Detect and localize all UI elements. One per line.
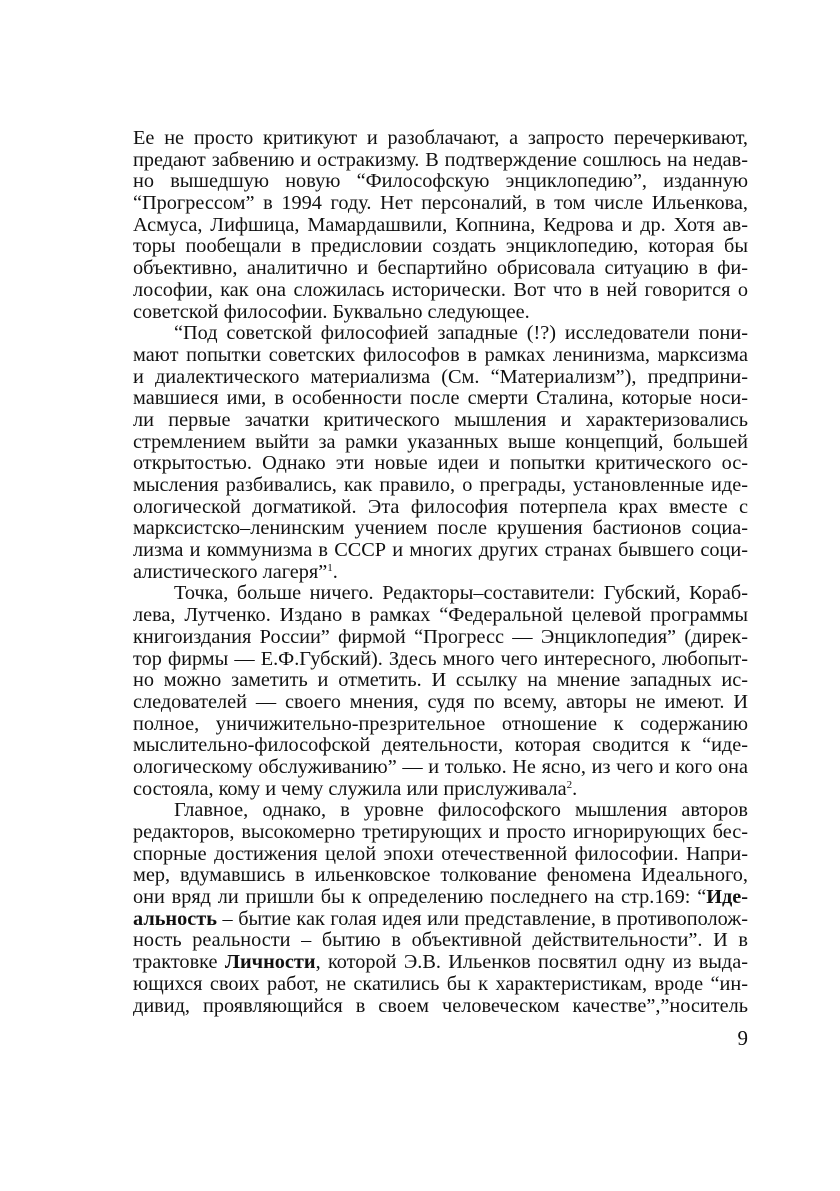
text-line: лева, Лутченко. Издано в рамках “Федеральной целевой программы [133,604,748,627]
bold-term: альность [133,907,217,930]
text-line: мают попытки советских философов в рамках ленинизма, марксизма [133,343,748,366]
text-line: торы пообещали в предисловии создать энциклопедию, которая бы [133,235,748,258]
text-line: Главное, однако, в уровне философского мышления авторов [174,799,748,822]
text-line: и диалектического материализма (См. “Материализм”), предприни- [133,365,748,388]
text-line: ологической догматикой. Эта философия потерпела крах вместе с [133,495,748,518]
line-text: алистического лагеря” [133,560,328,583]
text-line: лософии, как она сложилась исторически. Вот что в ней говорится о [133,278,748,301]
text-line [133,952,748,974]
line-text: – бытие как голая идея или представление, в противополож- [216,907,748,930]
text-line: лизма и коммунизма в СССР и многих других странах бывшего соци- [133,539,748,562]
text-line: Точка, больше ничего. Редакторы–составители: Губский, Кораб- [174,582,748,605]
body-text [133,128,748,1017]
footnote-mark: 2 [566,778,573,791]
text-line: предают забвению и остракизму. В подтверждение сошлюсь на недав- [133,148,748,171]
text-line: но можно заметить и отметить. И ссылку на мнение западных ис- [133,669,748,692]
line-tail: . [332,560,338,583]
text-line [133,887,748,909]
text-line: объективно, аналитично и беспартийно обрисовала ситуацию в фи- [133,257,748,280]
footnote-mark: 1 [327,561,333,574]
text-line: мер, вдумавшись в ильенковское толкование феномена Идеального, [133,864,748,887]
text-line: Асмуса, Лифшица, Мамардашвили, Копнина, Кедрова и др. Хотя ав- [133,213,748,236]
text-line: “Под советской философией западные (!?) исследователи пони- [174,322,748,345]
line-text: они вряд ли пришли бы к определению последнего на стр.169: “ [133,886,707,909]
text-line: тор фирмы — Е.Ф.Губский). Здесь много чего интересного, любопыт- [133,647,748,670]
text-line: марксистско–ленинским учением после крушения бастионов социа- [133,517,748,540]
text-line: открытостью. Однако эти новые идеи и попытки критического ос- [133,452,748,475]
line-tail: . [572,777,578,800]
text-line: полное, уничижительно-презрительное отношение к содержанию [133,712,748,735]
text-line: следователей — своего мнения, судя по всему, авторы не имеют. И [133,690,748,713]
text-line: стремлением выйти за рамки указанных выше концепций, большей [133,430,748,453]
text-line: ность реальности – бытию в объективной действительности”. И в [133,929,748,952]
text-line: Ее не просто критикуют и разоблачают, а запросто перечеркивают, [133,127,748,149]
bold-term: Личности [224,951,316,974]
text-line: советской философии. Буквально следующее. [133,300,530,323]
text-line: мыслительно-философской деятельности, которая сводится к “иде- [133,734,748,757]
text-line: дивид, проявляющийся в своем человеческом качестве”,”носитель [133,994,748,1017]
text-line: редакторов, высокомерно третирующих и просто игнорирующих бес- [133,821,748,843]
text-line [133,562,748,584]
text-line: мавшиеся ими, в особенности после смерти Сталина, которые носи- [133,387,748,410]
text-line: книгоиздания России” фирмой “Прогресс — Энциклопедия” (дирек- [133,625,748,648]
text-line [133,779,748,801]
text-line: “Прогрессом” в 1994 году. Нет персоналий, в том числе Ильенкова, [133,192,748,215]
text-line: мысления разбивались, как правило, о преграды, установленные иде- [133,474,748,496]
page-number: 9 [737,1026,748,1050]
line-text: трактовке [133,951,225,974]
text-line: ли первые зачатки критического мышления и характеризовались [133,408,748,431]
line-text: , которой Э.В. Ильенков посвятил одну из выда- [315,951,748,974]
bold-term: Иде- [706,886,748,909]
line-text: состояла, кому и чему служила или прислуживала [133,777,567,800]
text-line: ющихся своих работ, не скатились бы к характеристикам, вроде “ин- [133,972,748,995]
text-line: ологическому обслуживанию” — и только. Не ясно, из чего и кого она [133,755,748,778]
text-line: спорные достижения целой эпохи отечественной философии. Напри- [133,842,748,865]
text-line: но вышедшую новую “Философскую энциклопедию”, изданную [133,170,748,193]
text-line [133,909,748,931]
